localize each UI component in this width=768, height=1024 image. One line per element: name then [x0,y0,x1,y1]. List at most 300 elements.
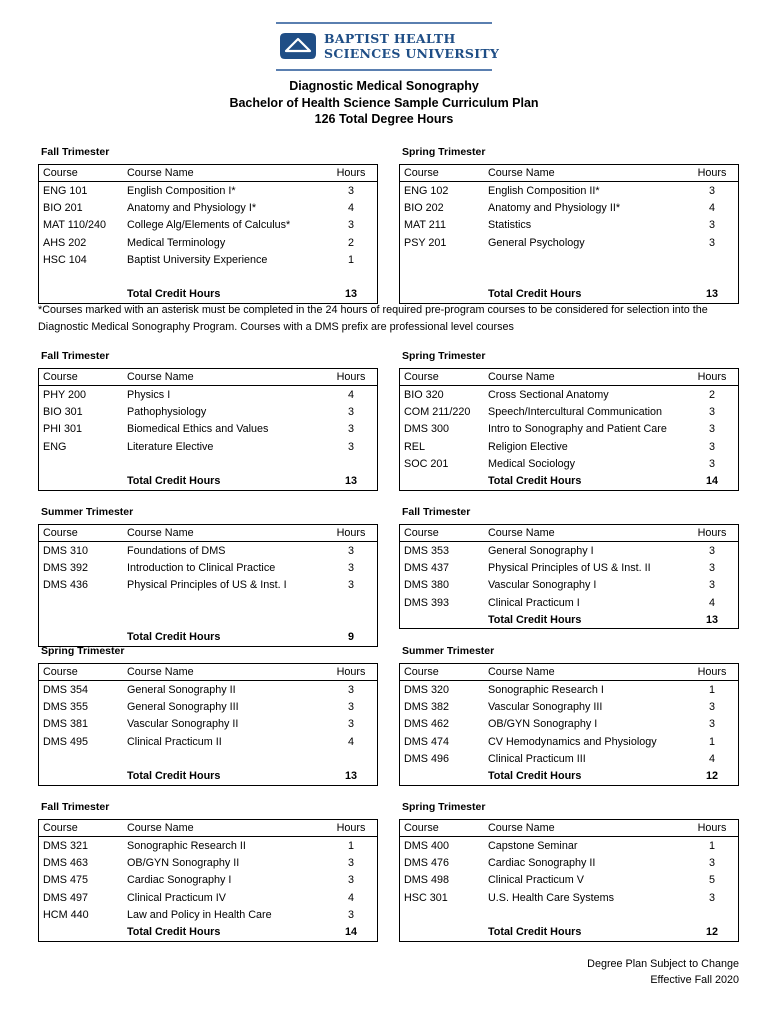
course-hours: 1 [708,839,715,852]
total-spacer [400,767,485,785]
course-table [399,368,739,491]
course-code: DMS 462 [404,718,450,731]
course-name: Physical Principles of US & Inst. II [488,561,651,574]
term-title: Spring Trimester [402,801,486,813]
course-code [39,268,124,285]
university-logo [276,22,500,72]
table-row [400,872,739,889]
course-code: DMS 310 [43,544,89,557]
course-hours [325,268,378,285]
course-hours: 3 [347,908,354,921]
course-code [400,906,485,923]
course-hours: 3 [708,440,715,453]
course-name [484,268,686,285]
column-header-hours: Hours [325,165,378,182]
shield-logo-icon [279,32,317,60]
term-title: Fall Trimester [41,801,110,813]
column-header-course-name: Course Name [123,369,325,386]
table-row [400,681,739,699]
total-row [39,472,378,490]
course-table [399,164,739,304]
column-header-course-name: Course Name [484,525,686,542]
course-name: Sonographic Research I [488,683,604,696]
course-name: English Composition I* [127,184,236,197]
table-row [39,906,378,923]
term-title: Fall Trimester [41,146,110,158]
course-code: DMS 437 [404,561,450,574]
course-name: Clinical Practicum V [488,874,584,887]
table-row [39,234,378,251]
table-row [400,716,739,733]
program-title: Diagnostic Medical Sonography [289,79,479,93]
total-hours: 14 [705,475,718,488]
course-name: OB/GYN Sonography II [127,856,240,869]
term-title: Spring Trimester [402,146,486,158]
course-hours: 2 [708,388,715,401]
course-code [39,455,124,472]
course-code: HSC 104 [43,253,87,266]
course-table [38,164,378,304]
table-row [39,681,378,699]
course-name: Sonographic Research II [127,839,246,852]
total-label: Total Credit Hours [488,475,582,488]
column-header-course: Course [39,664,124,681]
course-hours: 3 [347,579,354,592]
course-hours: 3 [347,856,354,869]
course-code: ENG 101 [43,184,88,197]
course-code: COM 211/220 [404,405,471,418]
course-code: DMS 498 [404,874,450,887]
document-header [0,78,768,128]
course-name: Vascular Sonography II [127,718,239,731]
course-code: DMS 321 [43,839,89,852]
column-header-course: Course [400,525,485,542]
course-name [123,750,325,767]
course-code: DMS 320 [404,683,450,696]
course-hours: 4 [708,201,715,214]
course-hours: 3 [708,405,715,418]
logo-rule-bottom [276,69,492,71]
course-name: Physics I [127,388,171,401]
table-row [39,268,378,285]
course-hours: 3 [708,544,715,557]
course-name: General Sonography II [127,683,236,696]
table-row [39,403,378,420]
table-row [39,217,378,234]
course-name: Physical Principles of US & Inst. I [127,579,287,592]
table-header-row [400,820,739,837]
course-code: ENG 102 [404,184,449,197]
footer-effective-date: Effective Fall 2020 [650,974,739,986]
course-hours: 3 [708,891,715,904]
course-code: HCM 440 [43,908,89,921]
table-row [39,872,378,889]
column-header-course-name: Course Name [123,165,325,182]
plan-title: Bachelor of Health Science Sample Curriculum Plan [229,95,539,110]
course-hours: 4 [347,891,354,904]
table-header-row [39,664,378,681]
course-code: DMS 400 [404,839,450,852]
course-code: PHI 301 [43,423,83,436]
course-name: General Psychology [488,236,585,249]
course-hours [686,251,739,268]
total-row [39,767,378,785]
course-code [39,594,124,611]
total-label: Total Credit Hours [127,288,221,301]
table-header-row [39,820,378,837]
table-row [39,854,378,871]
course-name: Clinical Practicum II [127,735,222,748]
course-hours: 3 [347,874,354,887]
table-header-row [39,165,378,182]
course-hours: 4 [347,388,354,401]
course-code: ENG [43,440,67,453]
course-hours: 3 [347,405,354,418]
total-label: Total Credit Hours [127,926,221,939]
course-hours: 3 [347,219,354,232]
course-code: DMS 436 [43,579,89,592]
total-spacer [400,611,485,629]
course-code: DMS 476 [404,856,450,869]
course-table [38,524,378,647]
course-code: AHS 202 [43,236,87,249]
course-hours: 3 [708,700,715,713]
course-code: DMS 300 [404,423,450,436]
table-row [39,251,378,268]
course-hours: 4 [708,752,715,765]
course-code: DMS 393 [404,596,450,609]
course-name [123,268,325,285]
total-label: Total Credit Hours [488,288,582,301]
table-header-row [400,664,739,681]
course-name: Vascular Sonography III [488,700,603,713]
table-row [39,594,378,611]
course-name: Cross Sectional Anatomy [488,388,609,401]
table-header-row [39,525,378,542]
table-header-row [400,165,739,182]
logo-line1: BAPTIST HEALTH [324,31,456,46]
course-hours: 5 [708,874,715,887]
course-name: Cardiac Sonography I [127,874,232,887]
course-name: Intro to Sonography and Patient Care [488,423,667,436]
course-name: College Alg/Elements of Calculus* [127,219,291,232]
table-row [39,611,378,628]
course-code: PHY 200 [43,388,87,401]
course-hours: 3 [708,579,715,592]
course-name: CV Hemodynamics and Physiology [488,735,657,748]
table-header-row [400,525,739,542]
course-hours [325,455,378,472]
course-name: Anatomy and Physiology I* [127,201,257,214]
course-name: Baptist University Experience [127,253,268,266]
course-name: U.S. Health Care Systems [488,891,615,904]
course-code: REL [404,440,426,453]
course-hours: 4 [347,735,354,748]
column-header-hours: Hours [686,664,739,681]
course-hours: 1 [708,735,715,748]
column-header-hours: Hours [325,820,378,837]
total-spacer [39,767,124,785]
course-hours: 3 [708,718,715,731]
course-table [399,819,739,942]
column-header-course: Course [400,369,485,386]
total-row [400,472,739,490]
course-name: Clinical Practicum III [488,752,586,765]
term-title: Spring Trimester [41,645,125,657]
course-name: General Sonography I [488,544,594,557]
course-code: DMS 392 [43,561,89,574]
table-row [39,837,378,855]
course-name: Pathophysiology [127,405,207,418]
table-row [400,455,739,472]
term-title: Spring Trimester [402,350,486,362]
course-code: DMS 463 [43,856,89,869]
column-header-course: Course [39,820,124,837]
column-header-course: Course [39,165,124,182]
course-code [39,611,124,628]
term-title: Summer Trimester [402,645,495,657]
course-hours: 3 [347,683,354,696]
course-name: Cardiac Sonography II [488,856,596,869]
course-hours: 3 [347,561,354,574]
course-table [38,663,378,786]
table-row [39,438,378,455]
course-name [123,594,325,611]
course-name: Anatomy and Physiology II* [488,201,621,214]
course-name: General Sonography III [127,700,239,713]
course-code: DMS 354 [43,683,89,696]
table-row [400,577,739,594]
table-row [400,594,739,611]
table-row [39,716,378,733]
table-row [400,854,739,871]
column-header-course: Course [39,369,124,386]
course-code [400,268,485,285]
course-hours: 3 [347,700,354,713]
table-row [39,750,378,767]
table-row [400,386,739,404]
course-code: PSY 201 [404,236,447,249]
course-hours [325,750,378,767]
course-name: Law and Policy in Health Care [127,908,272,921]
course-name: Literature Elective [127,440,214,453]
column-header-hours: Hours [686,820,739,837]
course-table [399,663,739,786]
table-row [400,182,739,200]
course-name: Foundations of DMS [127,544,226,557]
footer-change-notice: Degree Plan Subject to Change [587,958,739,970]
course-hours: 1 [347,839,354,852]
course-code [400,251,485,268]
total-spacer [400,472,485,490]
logo-line2: SCIENCES UNIVERSITY [324,46,500,61]
table-row [39,421,378,438]
table-row [400,542,739,560]
table-row [39,733,378,750]
column-header-hours: Hours [686,165,739,182]
column-header-course-name: Course Name [123,525,325,542]
total-hours: 14 [344,926,357,939]
course-name: Clinical Practicum I [488,596,580,609]
course-code: SOC 201 [404,457,449,470]
column-header-course: Course [400,664,485,681]
course-name [484,906,686,923]
term-title: Fall Trimester [41,350,110,362]
course-name: Introduction to Clinical Practice [127,561,276,574]
total-label: Total Credit Hours [488,926,582,939]
table-header-row [39,369,378,386]
table-row [400,403,739,420]
course-code: DMS 382 [404,700,450,713]
course-name: Capstone Seminar [488,839,578,852]
table-row [400,837,739,855]
document-footer [587,956,739,988]
table-row [39,559,378,576]
prerequisite-note: *Courses marked with an asterisk must be completed in the 24 hours of required pre-program courses to be considered for selection into the Diagnostic Medical Sonography Program. Courses with a DMS prefix are professional level courses [38,304,708,333]
column-header-course-name: Course Name [484,165,686,182]
course-name: Statistics [488,219,532,232]
column-header-course-name: Course Name [123,664,325,681]
table-row [39,455,378,472]
total-spacer [400,286,485,304]
column-header-course-name: Course Name [484,664,686,681]
course-hours: 3 [708,184,715,197]
total-row [400,767,739,785]
table-row [39,182,378,200]
course-hours: 3 [708,219,715,232]
course-hours [686,906,739,923]
column-header-hours: Hours [325,525,378,542]
course-name [123,611,325,628]
table-row [400,750,739,767]
total-row [400,286,739,304]
column-header-course: Course [400,820,485,837]
total-row [400,611,739,629]
course-name: Biomedical Ethics and Values [127,423,269,436]
course-name: Clinical Practicum IV [127,891,226,904]
column-header-course-name: Course Name [484,369,686,386]
column-header-hours: Hours [686,525,739,542]
total-hours: 13 [344,288,357,301]
course-hours: 1 [708,683,715,696]
total-row [400,923,739,941]
total-hours: 9 [347,631,354,644]
table-row [39,542,378,560]
course-hours: 3 [708,423,715,436]
table-row [400,438,739,455]
course-table [38,368,378,491]
course-hours: 3 [347,440,354,453]
course-name: OB/GYN Sonography I [488,718,598,731]
column-header-course-name: Course Name [484,820,686,837]
column-header-course-name: Course Name [123,820,325,837]
total-label: Total Credit Hours [127,475,221,488]
course-hours: 3 [347,184,354,197]
total-spacer [39,286,124,304]
course-name [484,251,686,268]
course-code: MAT 110/240 [43,219,107,232]
course-hours: 4 [347,201,354,214]
column-header-hours: Hours [686,369,739,386]
course-code: DMS 474 [404,735,450,748]
column-header-course: Course [39,525,124,542]
total-hours: 13 [705,288,718,301]
course-code: DMS 496 [404,752,450,765]
course-code: BIO 201 [43,201,83,214]
course-code: DMS 497 [43,891,89,904]
term-title: Summer Trimester [41,506,134,518]
course-name: Religion Elective [488,440,568,453]
course-hours: 3 [347,423,354,436]
course-code: DMS 355 [43,700,89,713]
column-header-course: Course [400,165,485,182]
course-hours: 3 [347,718,354,731]
table-row [39,386,378,404]
table-row [400,559,739,576]
table-row [400,698,739,715]
degree-hours-title: 126 Total Degree Hours [314,112,454,126]
column-header-hours: Hours [325,664,378,681]
table-row [39,889,378,906]
total-spacer [400,923,485,941]
logo-rule-top [276,22,492,24]
course-code: DMS 495 [43,735,89,748]
course-hours: 3 [708,561,715,574]
course-code: DMS 353 [404,544,450,557]
total-hours: 12 [705,926,718,939]
logo-text [324,31,499,61]
total-hours: 12 [705,770,718,783]
course-code [39,750,124,767]
course-code: DMS 475 [43,874,89,887]
course-table [38,819,378,942]
course-table [399,524,739,629]
table-row [400,889,739,906]
course-code: MAT 211 [404,219,447,232]
table-row [39,577,378,594]
column-header-hours: Hours [325,369,378,386]
table-row [400,268,739,285]
total-spacer [39,628,124,646]
total-hours: 13 [705,613,718,626]
course-code: BIO 320 [404,388,444,401]
term-title: Fall Trimester [402,506,471,518]
course-code: BIO 202 [404,201,444,214]
table-row [400,234,739,251]
course-hours: 3 [347,544,354,557]
course-hours [325,611,378,628]
table-row [400,199,739,216]
course-hours [686,268,739,285]
total-spacer [39,923,124,941]
course-name: Medical Terminology [127,236,226,249]
course-hours: 3 [708,457,715,470]
total-label: Total Credit Hours [127,770,221,783]
table-row [400,217,739,234]
course-code: BIO 301 [43,405,83,418]
table-row [400,421,739,438]
table-row [400,733,739,750]
course-name: Vascular Sonography I [488,579,597,592]
total-hours: 13 [344,770,357,783]
total-label: Total Credit Hours [127,631,221,644]
table-header-row [400,369,739,386]
table-row [39,698,378,715]
course-hours [325,594,378,611]
table-row [39,199,378,216]
total-row [39,923,378,941]
total-row [39,286,378,304]
